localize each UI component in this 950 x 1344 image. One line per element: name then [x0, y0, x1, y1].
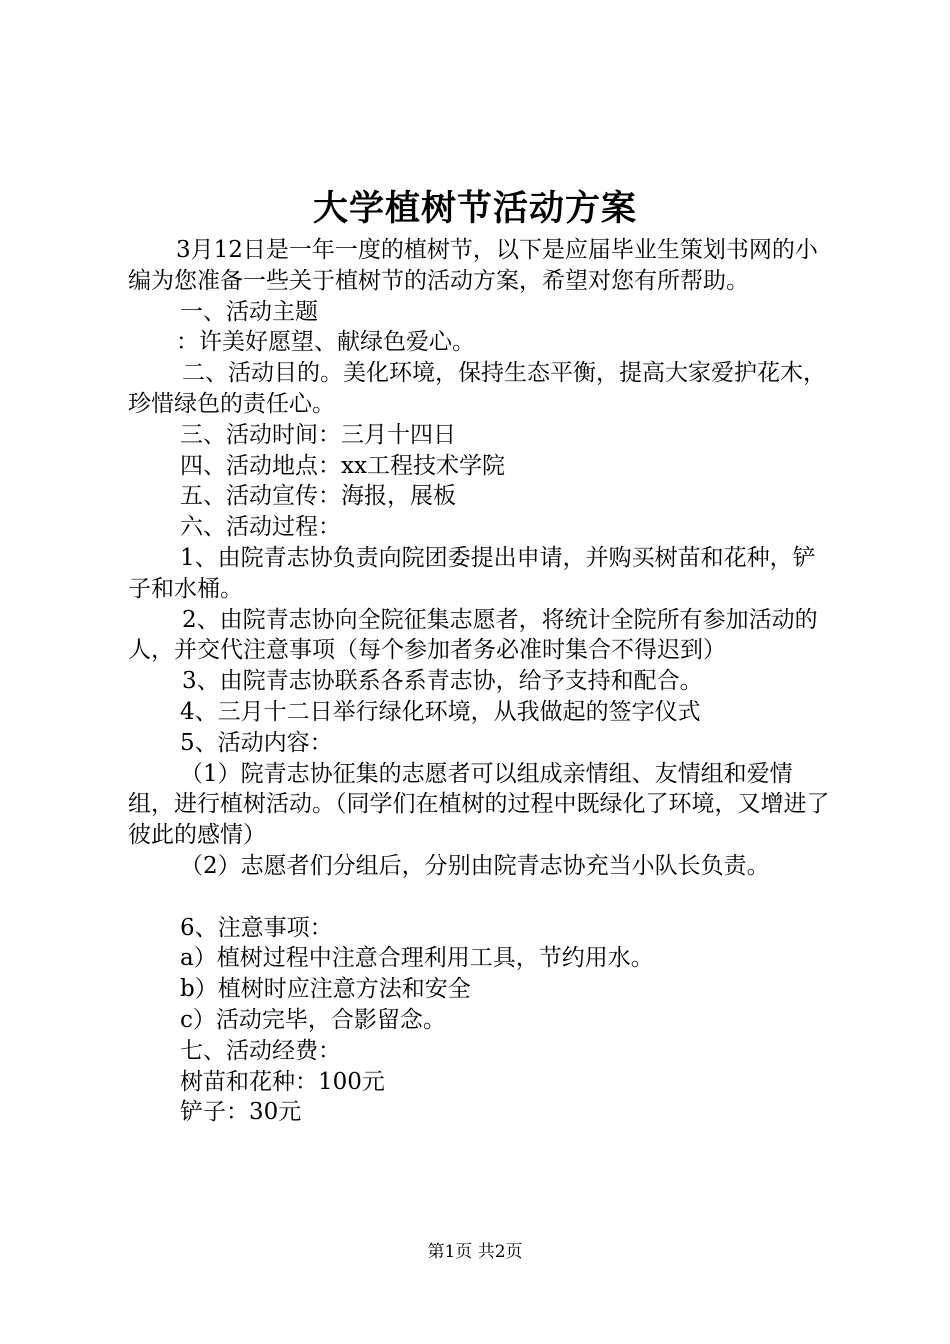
document-title: 大学植树节活动方案 — [312, 188, 637, 229]
page-footer: 第1页 共2页 — [427, 1242, 523, 1262]
note-item-a: a）植树过程中注意合理利用工具，节约用水。 — [180, 945, 654, 972]
notes-heading: 6、注意事项： — [180, 914, 333, 941]
budget-item-seedlings: 树苗和花种：100元 — [180, 1068, 385, 1095]
section-promotion: 五、活动宣传：海报，展板 — [180, 483, 456, 510]
process-item-3: 3、由院青志协联系各系青志协，给予支持和配合。 — [182, 668, 703, 695]
process-item-4: 4、三月十二日举行绿化环境，从我做起的签字仪式 — [180, 698, 701, 725]
budget-item-shovels: 铲子：30元 — [180, 1099, 302, 1126]
intro-paragraph: 3月12日是一年一度的植树节，以下是应届毕业生策划书网的小编为您准备一些关于植树节的活动方案，希望对您有所帮助。 — [128, 237, 818, 294]
section-purpose: 二、活动目的。美化环境，保持生态平衡，提高大家爱护花木，珍惜绿色的责任心。 — [128, 360, 826, 417]
section-time: 三、活动时间：三月十四日 — [180, 421, 456, 448]
note-item-c: c）活动完毕，合影留念。 — [180, 1006, 446, 1033]
section-process: 六、活动过程： — [180, 514, 341, 541]
process-item-1: 1、由院青志协负责向院团委提出申请，并购买树苗和花种，铲子和水桶。 — [128, 544, 816, 602]
content-item-2: （2）志愿者们分组后，分别由院青志协充当小队长负责。 — [180, 852, 770, 879]
process-item-2: 2、由院青志协向全院征集志愿者，将统计全院所有参加活动的人，并交代注意事项（每个参加者务必准时集合不得迟到） — [128, 606, 818, 664]
document-body — [128, 235, 838, 1128]
content-item-1: （1）院青志协征集的志愿者可以组成亲情组、友情组和爱情组，进行植树活动。（同学们在植树的过程中既绿化了环境，又增进了彼此的感情） — [128, 760, 830, 849]
section-budget: 七、活动经费： — [180, 1037, 341, 1064]
note-item-b: b）植树时应注意方法和安全 — [180, 976, 471, 1003]
blank-line — [128, 882, 838, 913]
process-item-5: 5、活动内容： — [180, 729, 333, 756]
section-location: 四、活动地点：xx工程技术学院 — [180, 452, 505, 479]
section-heading-theme: 一、活动主题 — [180, 298, 318, 325]
theme-text: ：许美好愿望、献绿色爱心。 — [176, 329, 475, 356]
